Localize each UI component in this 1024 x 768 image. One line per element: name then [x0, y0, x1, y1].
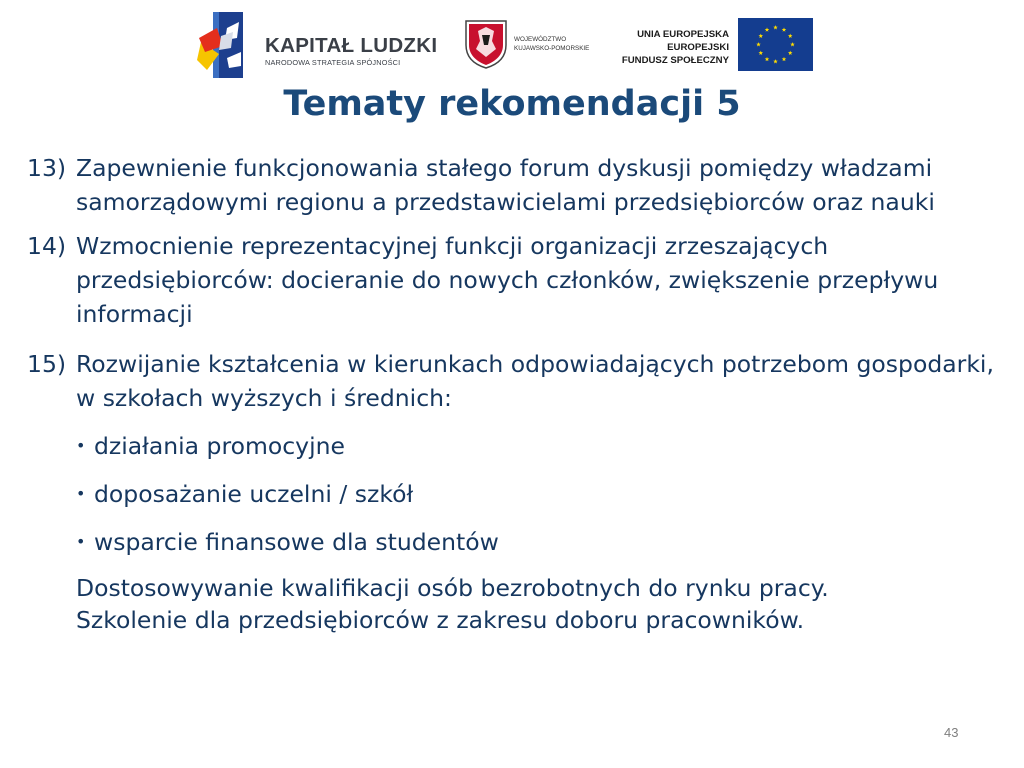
eu-line-1: UNIA EUROPEJSKA	[637, 29, 729, 40]
eu-line-2: EUROPEJSKI	[667, 42, 729, 53]
bullet-dot-icon: •	[76, 436, 86, 455]
wojewodztwo-label: WOJEWÓDZTWO	[514, 36, 567, 43]
bullet-list	[27, 429, 1017, 559]
bullet-text: wsparcie finansowe dla studentów	[94, 528, 499, 556]
kapital-ludzki-subtitle: NARODOWA STRATEGIA SPÓJNOŚCI	[265, 58, 401, 67]
slide-content	[27, 151, 1017, 637]
recommendation-item-15	[27, 347, 1017, 415]
eu-flag-icon	[738, 18, 813, 71]
bullet-text: działania promocyjne	[94, 432, 345, 460]
recommendation-item-14	[27, 229, 1017, 331]
bullet-item	[76, 429, 1017, 463]
wojewodztwo-shield-icon	[464, 19, 508, 69]
header-logos	[0, 0, 1024, 84]
paragraph-qualifications: Dostosowywanie kwalifikacji osób bezrobotnych do rynku pracy.	[76, 574, 829, 602]
page-number: 43	[944, 725, 959, 740]
slide-title: Tematy rekomendacji 5	[283, 84, 741, 124]
item-text: Zapewnienie funkcjonowania stałego forum dyskusji pomiędzy władzami samorządowymi regionu a przedstawicielami przedsiębiorców oraz nauki	[76, 154, 935, 216]
kapital-ludzki-logo-icon	[197, 8, 265, 82]
bullet-item	[76, 525, 1017, 559]
item-text: Rozwijanie kształcenia w kierunkach odpowiadających potrzebom gospodarki, w szkołach wyższych i średnich:	[76, 350, 994, 412]
item-number: 15)	[27, 350, 67, 378]
eu-line-3: FUNDUSZ SPOŁECZNY	[621, 55, 729, 66]
bullet-dot-icon: •	[76, 484, 86, 503]
item-number: 13)	[27, 154, 67, 182]
kapital-ludzki-title: KAPITAŁ LUDZKI	[265, 34, 438, 57]
paragraph-training: Szkolenie dla przedsiębiorców z zakresu doboru pracowników.	[76, 606, 805, 634]
item-number: 14)	[27, 232, 67, 260]
wojewodztwo-region-label: KUJAWSKO-POMORSKIE	[514, 45, 590, 52]
bullet-item	[76, 477, 1017, 511]
bullet-text: doposażanie uczelni / szkół	[94, 480, 414, 508]
eu-fund-text	[622, 28, 729, 67]
bullet-dot-icon: •	[76, 532, 86, 551]
item-text: Wzmocnienie reprezentacyjnej funkcji organizacji zrzeszających przedsiębiorców: docieranie do nowych członków, zwiększenie przepływu informacji	[76, 232, 939, 328]
recommendation-item-13	[27, 151, 1017, 219]
